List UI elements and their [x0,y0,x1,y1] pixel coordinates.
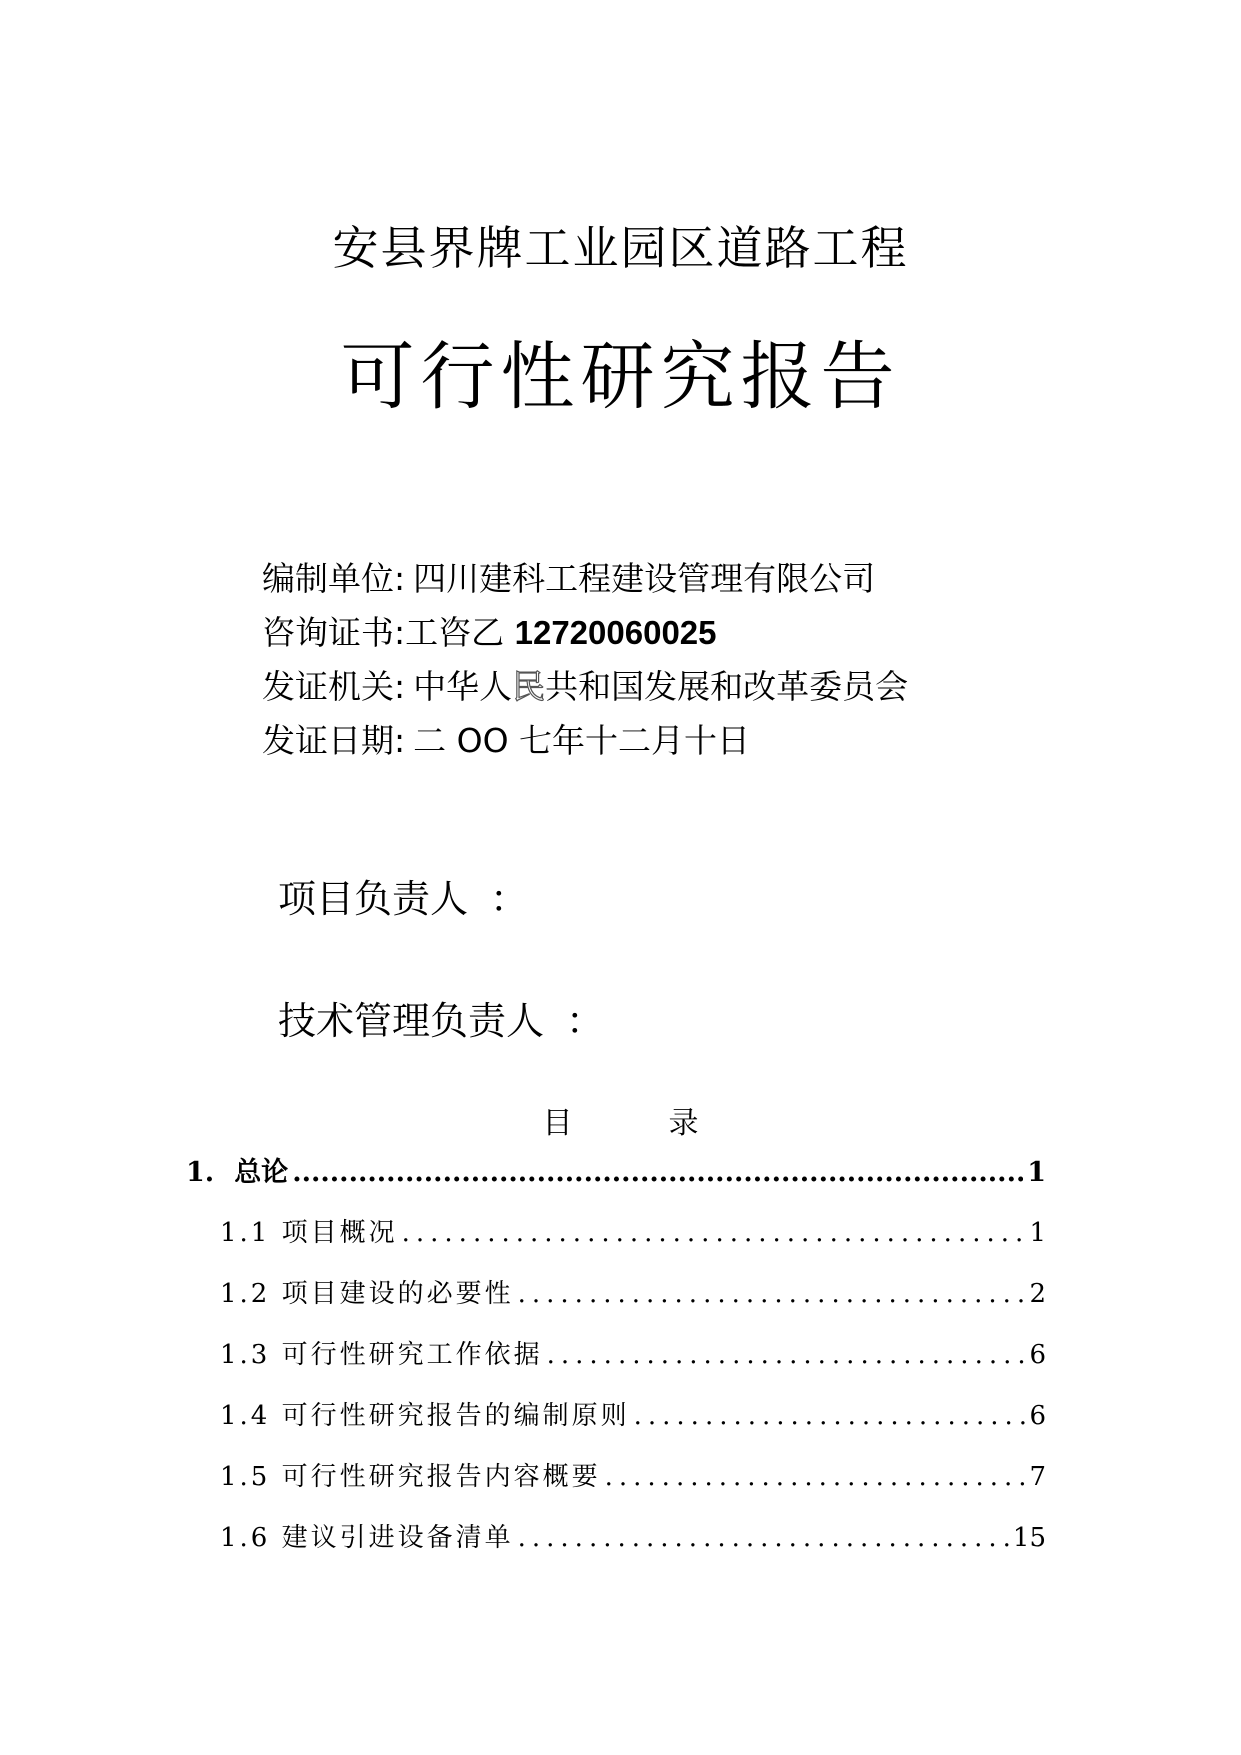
toc-entry-title: 1.4 可行性研究报告的编制原则 [220,1401,630,1431]
authority-value-marked: 民 [512,667,546,706]
toc-leader [634,1401,1026,1431]
toc-entry-page: 15 [1012,1523,1046,1553]
toc-leader [402,1218,1026,1248]
toc-heading [0,1098,1241,1142]
tech-leader-line [278,990,604,1045]
toc-entry-page: 2 [1029,1279,1046,1309]
toc-entry[interactable] [186,1273,1046,1309]
project-leader-line [278,868,528,923]
toc-entry-title: 1.6 建议引进设备清单 [220,1523,514,1553]
toc-leader [547,1340,1026,1370]
toc-entry-page: 7 [1029,1462,1046,1492]
toc-entry[interactable] [186,1212,1046,1248]
toc-leader [292,1157,1023,1188]
toc-entry[interactable] [186,1517,1046,1553]
table-of-contents [186,1150,1046,1578]
date-row [262,714,908,768]
unit-label: 编制单位: [262,559,406,598]
authority-label: 发证机关: [262,667,406,706]
tech-leader-label: 技术管理负责人 [278,999,545,1043]
toc-leader [605,1462,1026,1492]
unit-row [262,552,908,606]
toc-leader [518,1523,1009,1553]
toc-main-page: 1 [1027,1157,1046,1188]
cert-value-prefix: 工咨乙 [405,613,505,652]
date-label: 发证日期: [262,721,406,760]
authority-value-b: 共和国发展和改革委员会 [545,667,909,706]
toc-entry-title: 1.2 项目建设的必要性 [220,1279,514,1309]
toc-entry-title: 1.5 可行性研究报告内容概要 [220,1462,601,1492]
project-leader-colon: ： [490,877,529,921]
cert-row [262,606,908,660]
toc-main-number: 1. [186,1157,215,1188]
tech-leader-colon: ： [566,999,605,1043]
toc-entry[interactable] [186,1334,1046,1370]
cert-value-number: 12720060025 [514,614,717,651]
toc-entry[interactable] [186,1456,1046,1492]
authority-row [262,660,908,714]
issuer-info-block [262,552,908,768]
authority-value-a: 中华人 [413,667,513,706]
toc-entry-page: 6 [1029,1401,1046,1431]
toc-entry-title: 1.3 可行性研究工作依据 [220,1340,543,1370]
document-title-line2: 可行性研究报告 [340,334,901,420]
toc-entry[interactable] [186,1395,1046,1431]
toc-entry-page: 1 [1029,1218,1046,1248]
toc-entry-title: 1.1 项目概况 [220,1218,398,1248]
date-value: 二 OO 七年十二月十日 [413,721,751,760]
unit-value: 四川建科工程建设管理有限公司 [413,559,876,598]
project-leader-label: 项目负责人 [278,877,469,921]
toc-leader [518,1279,1026,1309]
toc-main-entry[interactable] [186,1150,1046,1186]
toc-main-title: 总论 [234,1157,289,1188]
document-title-line1: 安县界牌工业园区道路工程 [332,221,909,275]
toc-heading-char-b: 录 [668,1106,699,1141]
cert-label: 咨询证书: [262,613,406,652]
toc-entry-page: 6 [1029,1340,1046,1370]
toc-heading-char-a: 目 [542,1106,573,1141]
